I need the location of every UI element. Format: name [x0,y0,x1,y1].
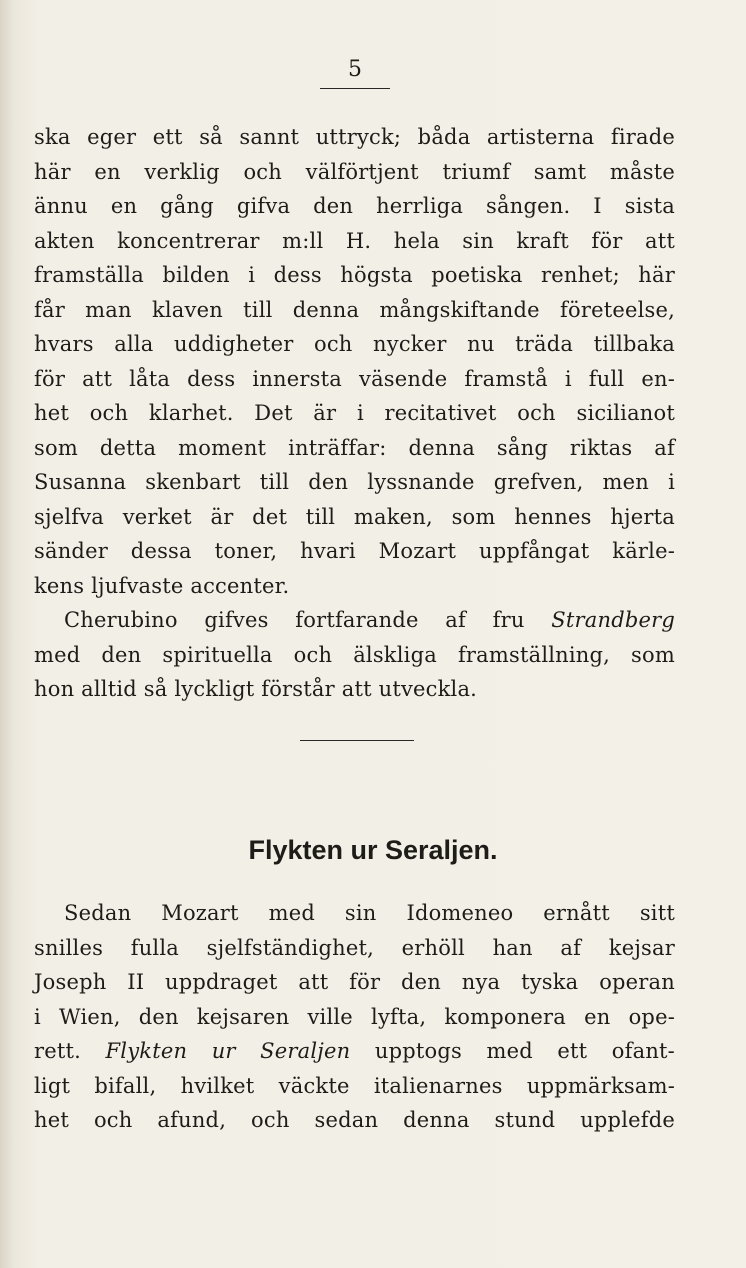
text-line: akten koncentrerar m:ll H. hela sin kraft för att [34,228,675,253]
text-line: sänder dessa toner, hvari Mozart uppfångat kärle- [34,539,675,563]
text-line: med den spirituella och älskliga framställning, som [34,642,675,667]
body-text-bottom [34,896,675,1138]
text-line: het och klarhet. Det är i recitativet och sicilianot [34,401,675,425]
italic-name: Strandberg [551,608,675,632]
text-line: framställa bilden i dess högsta poetiska renhet; här [34,263,675,287]
page-number: 5 [320,56,390,89]
text-line: kens ljufvaste accenter. [34,573,290,598]
italic-title: Flykten ur Seraljen [105,1039,351,1063]
text-line: för att låta dess innersta väsende framstå i full en- [34,366,675,391]
text-line: hvars alla uddigheter och nycker nu träda tillbaka [34,332,675,356]
text-line: i Wien, den kejsaren ville lyfta, komponera en ope- [34,1004,675,1029]
text-fragment: upptogs med ett ofant- [350,1039,675,1063]
text-fragment: rett. [34,1039,106,1063]
text-line [34,1034,675,1069]
text-line: som detta moment inträffar: denna sång riktas af [34,435,675,460]
text-line: het och afund, och sedan denna stund upplefde [34,1108,675,1132]
body-text-top [34,120,675,707]
text-line [34,603,675,638]
text-line: ligt bifall, hvilket väckte italienarnes uppmärksam- [34,1073,675,1098]
text-line: här en verklig och välförtjent triumf samt måste [34,159,675,184]
text-line: ännu en gång gifva den herrliga sången. I sista [34,194,675,218]
text-line: Joseph II uppdraget att för den nya tyska operan [34,970,675,994]
text-line: Susanna skenbart till den lyssnande grefven, men i [34,470,675,494]
text-line: ska eger ett så sannt uttryck; båda artisterna firade [34,125,675,149]
text-line: Sedan Mozart med sin Idomeneo ernått sitt [64,901,675,925]
text-line: får man klaven till denna mångskiftande företeelse, [34,297,675,322]
text-fragment: Cherubino gifves fortfarande af fru [64,608,552,632]
text-line: snilles fulla sjelfständighet, erhöll han af kejsar [34,935,675,960]
section-divider [300,740,414,741]
text-line: sjelfva verket är det till maken, som hennes hjerta [34,504,675,529]
text-line: hon alltid så lyckligt förstår att utveckla. [34,677,478,701]
section-heading: Flykten ur Seraljen. [248,835,498,865]
